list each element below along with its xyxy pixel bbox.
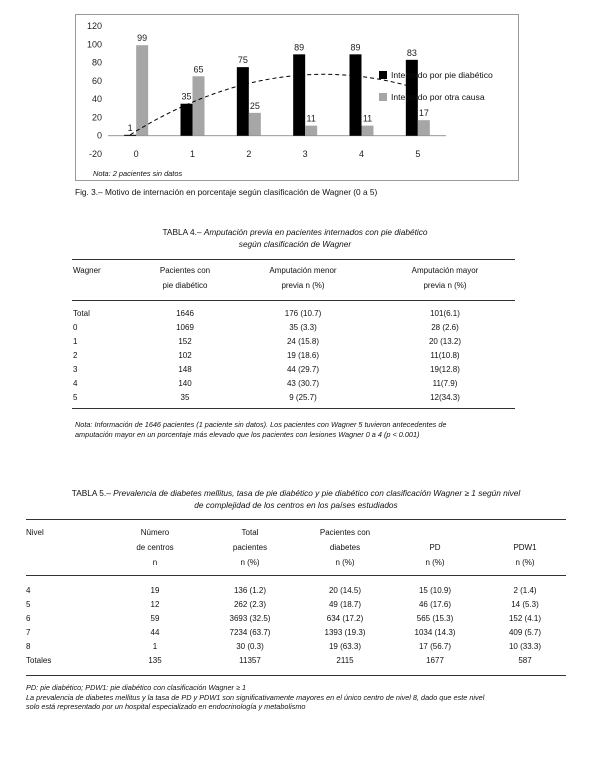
bar-pie-diabetico bbox=[350, 54, 362, 135]
table-5-note-line2: La prevalencia de diabetes mellitus y la tasa de PD y PDW1 son significativamente mayores en el único centro de nivel 8, dado que este nivel bbox=[26, 692, 485, 702]
table-5-row-label: Totales bbox=[26, 656, 52, 665]
bar-otra-causa bbox=[136, 45, 148, 136]
y-tick-label: 40 bbox=[91, 94, 102, 105]
table-5-title-line2: de complejidad de los centros en los países estudiados bbox=[194, 500, 398, 510]
table-5-cell: 7234 (63.7) bbox=[229, 628, 271, 637]
table-4-header-cell: Amputación menor bbox=[269, 266, 337, 275]
table-5-cell: 2 (1.4) bbox=[513, 586, 537, 595]
table-5-cell: 17 (56.7) bbox=[418, 642, 452, 651]
table-5-header-cell: pacientes bbox=[232, 543, 268, 552]
legend-swatch bbox=[379, 71, 387, 79]
table-5-row-label: 6 bbox=[26, 614, 31, 623]
table-5-header-cell: de centros bbox=[136, 543, 174, 552]
table-5-cell: 46 (17.6) bbox=[418, 600, 452, 609]
table-4-title bbox=[75, 226, 515, 250]
table-5-header-rule bbox=[26, 575, 566, 576]
x-tick-label: 0 bbox=[133, 149, 139, 159]
table-4-cell: 44 (29.7) bbox=[286, 365, 320, 374]
table-5-cell: 409 (5.7) bbox=[508, 628, 542, 637]
table-5-cell: 20 (14.5) bbox=[328, 586, 362, 595]
bar-pie-diabetico bbox=[124, 135, 136, 136]
table-5-cell: 49 (18.7) bbox=[328, 600, 362, 609]
table-5-cell: 19 bbox=[150, 586, 160, 595]
legend-label: Internado por pie diabético bbox=[391, 70, 493, 80]
table-4-header-cell: pie diabético bbox=[162, 281, 208, 290]
table-4-row-label: 1 bbox=[73, 337, 78, 346]
table-5-header-cell: n bbox=[152, 558, 158, 567]
data-label: 11 bbox=[306, 113, 316, 124]
table-4-cell: 9 (25.7) bbox=[289, 393, 317, 402]
data-label: 25 bbox=[249, 100, 260, 111]
table-4-title-text: Amputación previa en pacientes internados con pie diabético bbox=[203, 227, 428, 237]
table-4-cell: 11(7.9) bbox=[432, 379, 458, 388]
table-4-cell: 20 (13.2) bbox=[428, 337, 462, 346]
table-4-header-rule bbox=[72, 300, 515, 301]
table-4-cell: 24 (15.8) bbox=[286, 337, 320, 346]
x-tick-label: 5 bbox=[415, 149, 421, 159]
table-4-cell: 176 (10.7) bbox=[284, 309, 322, 318]
table-4-cell: 1646 bbox=[176, 309, 194, 318]
table-5-cell: 587 bbox=[518, 656, 532, 665]
data-label: 89 bbox=[294, 42, 305, 53]
y-tick-label: 60 bbox=[91, 75, 102, 86]
y-tick-label: -20 bbox=[88, 149, 102, 159]
data-label: 11 bbox=[362, 113, 373, 124]
table-4-note bbox=[75, 420, 535, 439]
table-4-row-label: 4 bbox=[73, 379, 78, 388]
x-tick-label: 1 bbox=[189, 149, 196, 159]
y-tick-label: 80 bbox=[91, 57, 102, 68]
table-4-row-label: 3 bbox=[73, 365, 78, 374]
table-5-cell: 11357 bbox=[239, 656, 261, 665]
figure-note: Nota: 2 pacientes sin datos bbox=[93, 169, 183, 178]
table-4-cell: 19(12.8) bbox=[430, 365, 460, 374]
y-tick-label: 120 bbox=[86, 21, 102, 31]
table-4-cell: 140 bbox=[178, 379, 192, 388]
table-4-bottom-rule bbox=[72, 408, 515, 409]
table-5-cell: 1393 (19.3) bbox=[324, 628, 366, 637]
table-5-header-cell: diabetes bbox=[329, 543, 361, 552]
table-4-cell: 12(34.3) bbox=[430, 393, 460, 402]
figure-3-caption: Fig. 3.– Motivo de internación en porcentaje según clasificación de Wagner (0 a 5) bbox=[75, 187, 378, 197]
table-4-row-label: Total bbox=[73, 309, 90, 318]
data-label: 83 bbox=[406, 47, 417, 58]
bar-otra-causa bbox=[249, 113, 261, 136]
table-5-title bbox=[26, 487, 566, 511]
x-tick-label: 4 bbox=[358, 149, 365, 159]
table-5-header-cell: Pacientes con bbox=[319, 528, 371, 537]
data-label: 89 bbox=[350, 42, 361, 53]
table-5-row-label: 4 bbox=[26, 586, 31, 595]
table-5-row-label: 7 bbox=[26, 628, 31, 637]
table-4-cell: 35 bbox=[180, 393, 190, 402]
legend-label: Internado por otra causa bbox=[391, 92, 485, 102]
bar-pie-diabetico bbox=[237, 67, 249, 136]
table-5-cell: 30 (0.3) bbox=[236, 642, 264, 651]
table-4-header-cell: Pacientes con bbox=[159, 266, 211, 275]
table-4-header-cell: previa n (%) bbox=[423, 281, 467, 290]
table-5-header-cell: Nivel bbox=[26, 528, 44, 537]
chart-canvas bbox=[76, 15, 520, 182]
table-5-note-line3: solo está representado por un hospital especializado en endocrinología y metabolismo bbox=[26, 702, 306, 711]
table-4-title-label: TABLA 4.– bbox=[162, 227, 202, 237]
table-4-cell: 19 (18.6) bbox=[286, 351, 320, 360]
table-5-cell: 262 (2.3) bbox=[233, 600, 267, 609]
bar-otra-causa bbox=[305, 126, 317, 136]
table-5-header-cell: PD bbox=[429, 543, 441, 552]
table-4-cell: 28 (2.6) bbox=[431, 323, 459, 332]
table-5-cell: 152 (4.1) bbox=[508, 614, 542, 623]
table-5-cell: 3693 (32.5) bbox=[229, 614, 271, 623]
table-4-header-cell: previa n (%) bbox=[281, 281, 325, 290]
table-4-title-line2: según clasificación de Wagner bbox=[238, 239, 352, 249]
legend-swatch bbox=[379, 93, 387, 101]
table-5-cell: 15 (10.9) bbox=[418, 586, 452, 595]
bar-otra-causa bbox=[362, 126, 374, 136]
table-5-cell: 2115 bbox=[336, 656, 354, 665]
table-5-cell: 12 bbox=[150, 600, 160, 609]
table-5-header-cell: PDW1 bbox=[513, 543, 537, 552]
table-5-title-line1: Prevalencia de diabetes mellitus, tasa de pie diabético y pie diabético con clasificación Wagner ≥ 1 según nivel bbox=[113, 488, 521, 498]
table-5-bottom-rule bbox=[26, 675, 566, 676]
x-tick-label: 3 bbox=[302, 149, 308, 159]
data-label: 1 bbox=[127, 122, 133, 133]
table-5-cell: 1677 bbox=[426, 656, 444, 665]
bar-otra-causa bbox=[193, 76, 205, 135]
table-5-header-cell: Total bbox=[241, 528, 259, 537]
table-5-cell: 136 (1.2) bbox=[233, 586, 267, 595]
table-5-cell: 1 bbox=[152, 642, 158, 651]
y-tick-label: 20 bbox=[91, 112, 102, 123]
table-4-cell: 101(6.1) bbox=[430, 309, 460, 318]
figure-3-chart bbox=[75, 14, 519, 181]
table-4-row-label: 0 bbox=[73, 323, 78, 332]
data-label: 65 bbox=[193, 64, 204, 75]
table-5-cell: 135 bbox=[148, 656, 162, 665]
table-5-header-cell: n (%) bbox=[425, 558, 445, 567]
table-5-note-line1: PD: pie diabético; PDW1: pie diabético con clasificación Wagner ≥ 1 bbox=[26, 683, 247, 692]
table-4-cell: 102 bbox=[178, 351, 192, 360]
table-4-cell: 152 bbox=[178, 337, 192, 346]
table-5-title-label: TABLA 5.– bbox=[71, 488, 111, 498]
table-4-cell: 1069 bbox=[176, 323, 194, 332]
table-4-row-label: 5 bbox=[73, 393, 78, 402]
table-5-cell: 59 bbox=[150, 614, 160, 623]
table-5-row-label: 5 bbox=[26, 600, 31, 609]
table-5-cell: 14 (5.3) bbox=[511, 600, 539, 609]
table-4-cell: 11(10.8) bbox=[430, 351, 460, 360]
table-5-row-label: 8 bbox=[26, 642, 31, 651]
table-5-cell: 1034 (14.3) bbox=[414, 628, 456, 637]
data-label: 75 bbox=[237, 55, 248, 66]
table-4-note-line1: Nota: Información de 1646 pacientes (1 paciente sin datos). Los pacientes con Wagner 5 tuvieron antecedentes de bbox=[75, 420, 447, 429]
x-tick-label: 2 bbox=[246, 149, 252, 159]
table-5-header-cell: n (%) bbox=[515, 558, 535, 567]
table-5-cell: 19 (63.3) bbox=[328, 642, 362, 651]
bar-pie-diabetico bbox=[293, 54, 305, 135]
data-label: 99 bbox=[137, 33, 148, 44]
table-5-header-cell: Número bbox=[140, 528, 170, 537]
table-4-note-line2: amputación mayor en un porcentaje más elevado que los pacientes con lesiones Wagner 0 a 4 (p < 0.001) bbox=[75, 429, 420, 439]
table-4-header-cell: Amputación mayor bbox=[411, 266, 479, 275]
table-5-cell: 565 (15.3) bbox=[416, 614, 454, 623]
table-5-header-cell: n (%) bbox=[240, 558, 260, 567]
data-label: 17 bbox=[418, 108, 429, 119]
table-4-row-label: 2 bbox=[73, 351, 78, 360]
bar-otra-causa bbox=[418, 120, 430, 136]
table-5-header-cell: n (%) bbox=[335, 558, 355, 567]
table-5-cell: 44 bbox=[150, 628, 160, 637]
data-label: 35 bbox=[181, 91, 192, 102]
table-5-cell: 10 (33.3) bbox=[508, 642, 542, 651]
bar-pie-diabetico bbox=[181, 104, 193, 136]
y-tick-label: 0 bbox=[96, 130, 102, 141]
table-5-top-rule bbox=[26, 519, 566, 520]
table-4-cell: 43 (30.7) bbox=[286, 379, 320, 388]
table-4-top-rule bbox=[72, 259, 515, 260]
table-4-cell: 148 bbox=[178, 365, 192, 374]
table-4-header-cell: Wagner bbox=[73, 266, 101, 275]
y-tick-label: 100 bbox=[86, 39, 102, 50]
table-5-cell: 634 (17.2) bbox=[326, 614, 364, 623]
table-4-cell: 35 (3.3) bbox=[289, 323, 317, 332]
table-5-note bbox=[26, 683, 586, 712]
